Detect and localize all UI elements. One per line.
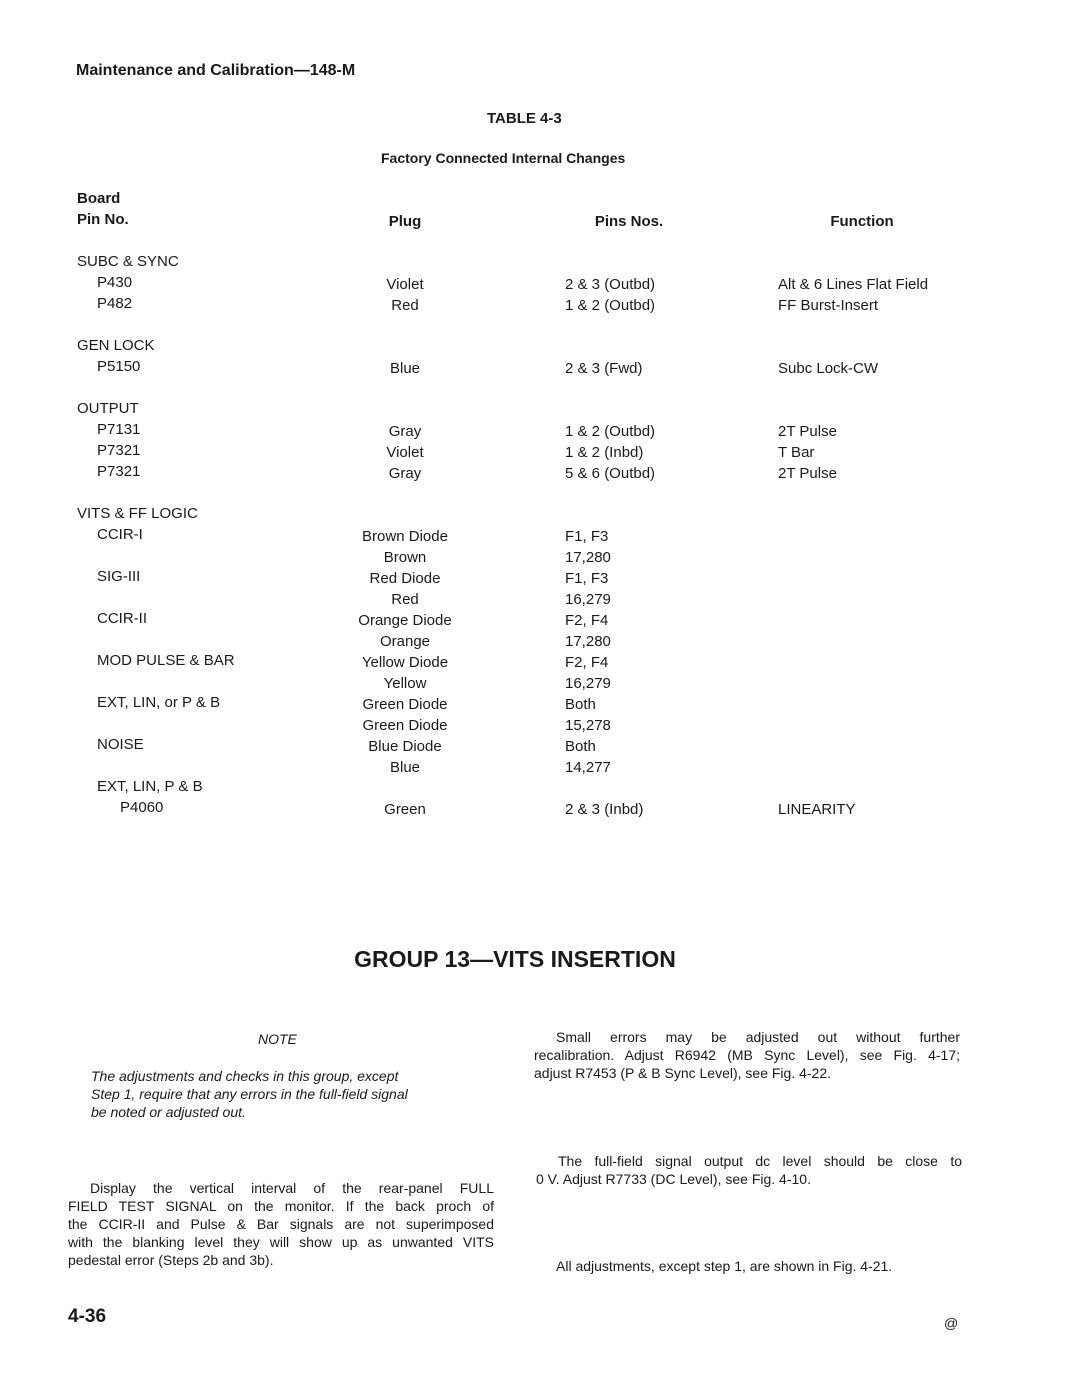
table-cell-board: P430 xyxy=(97,274,133,291)
table-cell-plug: Blue xyxy=(389,360,421,377)
table-cell-plug: Red xyxy=(391,591,419,608)
paragraph-line: FIELD TEST SIGNAL on the monitor. If the back proch of xyxy=(68,1198,494,1214)
left-paragraph xyxy=(68,1179,494,1269)
column-header-pins: Pins Nos. xyxy=(594,213,664,230)
note-line: The adjustments and checks in this group, except xyxy=(91,1068,399,1084)
table-cell-pins: 16,279 xyxy=(565,675,611,692)
table-cell-pins: 2 & 3 (Outbd) xyxy=(565,276,656,293)
table-cell-plug: Yellow xyxy=(383,675,427,692)
table-cell-plug: Orange Diode xyxy=(358,612,452,629)
note-line: Step 1, require that any errors in the full-field signal xyxy=(91,1086,408,1102)
table-cell-plug: Red Diode xyxy=(369,570,441,587)
right-paragraph-3: All adjustments, except step 1, are shown in Fig. 4-21. xyxy=(556,1258,893,1274)
column-header-function: Function xyxy=(830,213,894,230)
table-cell-board: MOD PULSE & BAR xyxy=(97,652,235,669)
table-cell-board: SUBC & SYNC xyxy=(77,253,179,270)
note-text xyxy=(91,1067,408,1121)
paragraph-line: pedestal error (Steps 2b and 3b). xyxy=(68,1252,274,1268)
paragraph-line: Display the vertical interval of the rear-panel FULL xyxy=(90,1180,494,1196)
table-cell-pins: 5 & 6 (Outbd) xyxy=(565,465,656,482)
paragraph-line: Small errors may be adjusted out without further xyxy=(556,1029,960,1045)
table-cell-pins: 2 & 3 (Inbd) xyxy=(565,801,644,818)
table-title: TABLE 4-3 xyxy=(487,110,562,127)
table-cell-plug: Violet xyxy=(386,444,424,461)
table-cell-board: OUTPUT xyxy=(77,400,139,417)
table-cell-plug: Green Diode xyxy=(362,696,448,713)
paragraph-line: the CCIR-II and Pulse & Bar signals are not superimposed xyxy=(68,1216,494,1232)
table-cell-board: P7131 xyxy=(97,421,141,438)
table-cell-pins: Both xyxy=(565,738,596,755)
running-header: Maintenance and Calibration—148-M xyxy=(76,62,356,79)
table-cell-pins: 15,278 xyxy=(565,717,611,734)
table-cell-plug: Brown Diode xyxy=(362,528,448,545)
table-cell-board: P4060 xyxy=(120,799,164,816)
table-cell-plug: Red xyxy=(391,297,419,314)
table-cell-board: P5150 xyxy=(97,358,141,375)
paragraph-line: The full-field signal output dc level should be close to xyxy=(558,1153,962,1169)
table-cell-board: SIG-III xyxy=(97,568,141,585)
table-cell-board: P7321 xyxy=(97,442,141,459)
table-cell-pins: 17,280 xyxy=(565,633,611,650)
table-cell-board: CCIR-II xyxy=(97,610,147,627)
table-cell-plug: Gray xyxy=(388,423,422,440)
table-subtitle: Factory Connected Internal Changes xyxy=(381,150,626,166)
table-cell-plug: Yellow Diode xyxy=(361,654,449,671)
table-cell-pins: F2, F4 xyxy=(565,654,609,671)
table-cell-pins: 17,280 xyxy=(565,549,611,566)
table-cell-pins: 1 & 2 (Inbd) xyxy=(565,444,644,461)
table-cell-plug: Blue xyxy=(389,759,421,776)
note-label: NOTE xyxy=(258,1031,297,1047)
table-cell-function: LINEARITY xyxy=(778,801,856,818)
table-cell-plug: Brown xyxy=(383,549,427,566)
paragraph-line: adjust R7453 (P & B Sync Level), see Fig. 4-22. xyxy=(534,1065,832,1081)
note-line: be noted or adjusted out. xyxy=(91,1104,246,1120)
table-cell-function: Alt & 6 Lines Flat Field xyxy=(778,276,929,293)
right-paragraph-2 xyxy=(536,1152,962,1188)
table-cell-pins: 1 & 2 (Outbd) xyxy=(565,423,656,440)
column-header-board: Board xyxy=(77,190,121,207)
table-cell-pins: 14,277 xyxy=(565,759,611,776)
table-cell-plug: Blue Diode xyxy=(368,738,442,755)
table-cell-board: NOISE xyxy=(97,736,144,753)
table-cell-board: P7321 xyxy=(97,463,141,480)
paragraph-line: with the blanking level they will show up as unwanted VITS xyxy=(68,1234,494,1250)
table-cell-pins: F2, F4 xyxy=(565,612,609,629)
right-paragraph-1 xyxy=(534,1028,960,1082)
table-cell-plug: Gray xyxy=(388,465,422,482)
table-cell-pins: Both xyxy=(565,696,596,713)
table-cell-function: Subc Lock-CW xyxy=(778,360,879,377)
table-cell-plug: Green Diode xyxy=(362,717,448,734)
table-cell-function: 2T Pulse xyxy=(778,423,837,440)
table-cell-board: GEN LOCK xyxy=(77,337,155,354)
section-title: GROUP 13—VITS INSERTION xyxy=(354,946,676,972)
table-cell-function: 2T Pulse xyxy=(778,465,837,482)
table-cell-plug: Orange xyxy=(379,633,431,650)
column-header-plug: Plug xyxy=(388,213,422,230)
paragraph-line: 0 V. Adjust R7733 (DC Level), see Fig. 4-10. xyxy=(536,1171,811,1187)
publisher-logo-mark: @ xyxy=(944,1315,959,1331)
column-header-pin-no: Pin No. xyxy=(77,211,129,228)
table-cell-pins: 2 & 3 (Fwd) xyxy=(565,360,643,377)
table-cell-pins: 16,279 xyxy=(565,591,611,608)
table-cell-board: CCIR-I xyxy=(97,526,143,543)
table-cell-plug: Violet xyxy=(386,276,424,293)
table-cell-function: T Bar xyxy=(778,444,815,461)
table-cell-pins: F1, F3 xyxy=(565,528,609,545)
table-cell-board: EXT, LIN, P & B xyxy=(97,778,203,795)
table-cell-function: FF Burst-Insert xyxy=(778,297,879,314)
table-cell-pins: 1 & 2 (Outbd) xyxy=(565,297,656,314)
table-cell-plug: Green xyxy=(384,801,426,818)
paragraph-line: recalibration. Adjust R6942 (MB Sync Level), see Fig. 4-17; xyxy=(534,1047,960,1063)
page-number: 4-36 xyxy=(68,1306,107,1327)
table-cell-board: P482 xyxy=(97,295,133,312)
table-cell-board: VITS & FF LOGIC xyxy=(77,505,198,522)
table-cell-board: EXT, LIN, or P & B xyxy=(97,694,221,711)
table-cell-pins: F1, F3 xyxy=(565,570,609,587)
